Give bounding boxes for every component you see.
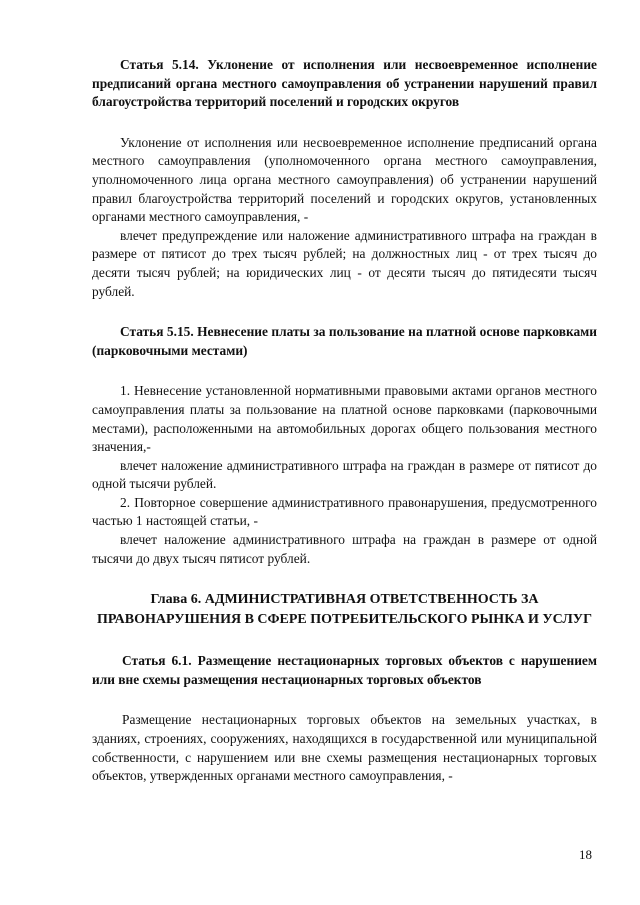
article-5-15-paragraph-2: влечет наложение административного штрафа на граждан в размере от пятисот до одной тысячи рублей. xyxy=(92,457,597,492)
article-5-14-heading: Статья 5.14. Уклонение от исполнения или несвоевременное исполнение предписаний органа местного самоуправления об устранении нарушений правил благоустройства территорий поселений и городских округов xyxy=(92,57,597,110)
document-page xyxy=(92,56,597,786)
chapter-6-heading: Глава 6. АДМИНИСТРАТИВНАЯ ОТВЕТСТВЕННОСТЬ ЗА ПРАВОНАРУШЕНИЯ В СФЕРЕ ПОТРЕБИТЕЛЬСКОГО РЫНКА И УСЛУГ xyxy=(97,592,592,628)
article-5-14-paragraph-2: влечет предупреждение или наложение административного штрафа на граждан в размере от пятисот до трех тысяч рублей; на должностных лиц - от трех тысяч до десяти тысяч рублей; на юридических лиц - от десяти тысяч до пятидесяти тысяч рублей. xyxy=(92,227,597,299)
page-number: 18 xyxy=(579,847,592,862)
article-5-15-paragraph-1: 1. Невнесение установленной нормативными правовыми актами органов местного самоуправления платы за пользование на платной основе парковками (парковочными местами), расположенными на автомобильных дорогах общего пользования местного значения,- xyxy=(92,383,597,455)
article-5-15-paragraph-3: 2. Повторное совершение административного правонарушения, предусмотренного частью 1 настоящей статьи, - xyxy=(92,494,597,529)
article-5-15-heading: Статья 5.15. Невнесение платы за пользование на платной основе парковками (парковочными местами) xyxy=(92,324,597,358)
article-6-1-heading: Статья 6.1. Размещение нестационарных торговых объектов с нарушением или вне схемы размещения нестационарных торговых объектов xyxy=(92,653,597,687)
article-6-1-paragraph-1: Размещение нестационарных торговых объектов на земельных участках, в зданиях, строениях, сооружениях, находящихся в государственной или муниципальной собственности, с нарушением или вне схемы размещения нестационарных торговых объектов, утвержденных органами местного самоуправления, - xyxy=(92,712,597,784)
article-5-15-paragraph-4: влечет наложение административного штрафа на граждан в размере от одной тысячи до двух тысяч пятисот рублей. xyxy=(92,532,597,566)
article-5-14-paragraph-1: Уклонение от исполнения или несвоевременное исполнение предписаний органа местного самоуправления (уполномоченного органа местного самоуправления, уполномоченного лица органа местного самоуправления) об устранении нарушений правил благоустройства территорий поселений и городских округов, установленных органами местного самоуправления, - xyxy=(92,134,597,225)
